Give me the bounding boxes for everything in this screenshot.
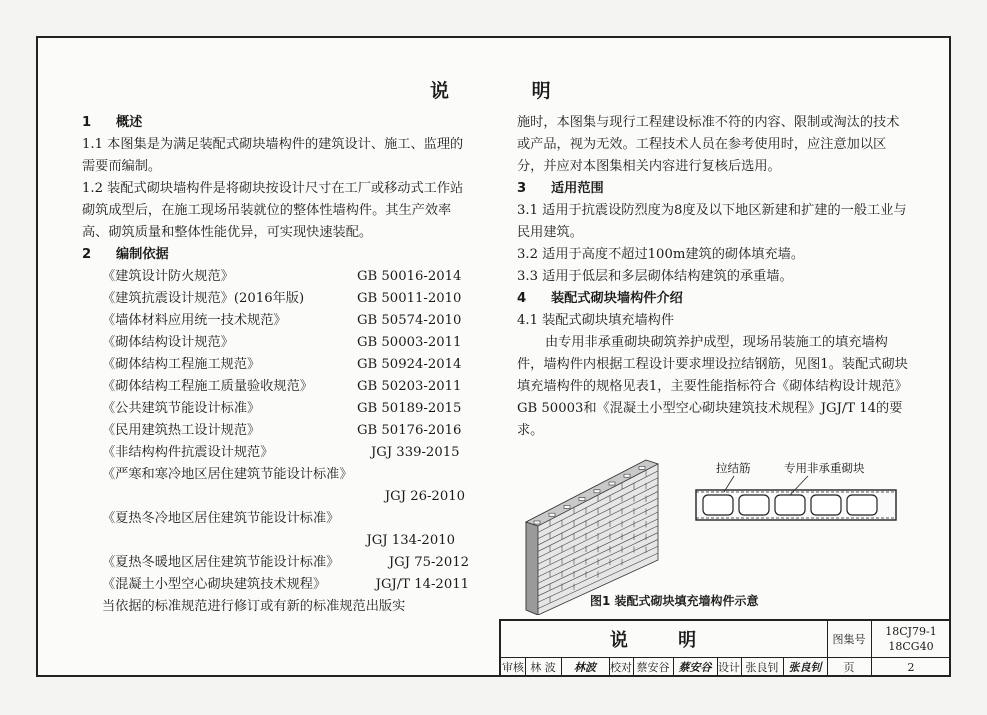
- section-heading-3: 3 适用范围: [517, 181, 604, 196]
- reviewer-name: 林 波: [530, 661, 556, 674]
- reference-item: 《非结构构件抗震设计规范》 JGJ 339-2015: [102, 445, 460, 460]
- reference-item: 《砌体结构工程施工质量验收规范》 GB 50203-2011: [102, 379, 462, 394]
- designer-name: 张良钊: [745, 661, 779, 674]
- reference-item: 《墙体材料应用统一技术规范》 GB 50574-2010: [102, 313, 462, 328]
- checker-signature: 蔡安谷: [678, 661, 712, 674]
- paragraph-4-1-body: 由专用非承重砌块砌筑养护成型，现场吊装施工的填充墙构件，墙构件内根据工程设计要求埋设拉结钢筋，见图1。装配式砌块填充墙构件的规格见表1，主要性能指标符合《砌体结构设计规范》GB 50003和《混凝土小型空心砌块建筑技术规程》JGJ/T 14的要求。: [517, 335, 908, 438]
- title-block: [499, 619, 951, 677]
- reference-item: 《建筑抗震设计规范》(2016年版) GB 50011-2010: [102, 291, 462, 306]
- reference-item-code: JGJ 26-2010: [384, 489, 465, 504]
- reference-item: 《建筑设计防火规范》 GB 50016-2014: [102, 269, 462, 284]
- paragraph-4-1: 4.1 装配式砌块填充墙构件: [517, 313, 675, 328]
- paragraph-continued: 施时，本图集与现行工程建设标准不符的内容、限制或淘汰的技术或产品，视为无效。工程技术人员在参考使用时，应注意加以区分，并应对本图集相关内容进行复核后选用。: [517, 115, 900, 174]
- page-number: 2: [907, 660, 915, 674]
- block-section-illustration: [696, 476, 896, 520]
- reviewer-signature: 林波: [574, 661, 596, 674]
- label-tie-bar: 拉结筋: [716, 461, 751, 475]
- checker-name: 蔡安谷: [636, 661, 670, 674]
- reference-item: 《夏热冬暖地区居住建筑节能设计标准》 JGJ 75-2012: [102, 555, 469, 570]
- reference-item: 《砌体结构设计规范》 GB 50003-2011: [102, 335, 462, 350]
- design-label: 设计: [718, 661, 740, 674]
- reference-item: 《民用建筑热工设计规范》 GB 50176-2016: [102, 423, 462, 438]
- right-column: [517, 112, 909, 442]
- left-column: [82, 112, 469, 618]
- wall-component-figure: [508, 440, 908, 615]
- reference-item-name: 《夏热冬冷地区居住建筑节能设计标准》: [102, 511, 340, 526]
- paragraph-1-1: 1.1 本图集是为满足装配式砌块墙构件的建筑设计、施工、监理的需要而编制。: [82, 137, 464, 174]
- atlas-number-label: 图集号: [832, 633, 866, 646]
- reference-item: 《公共建筑节能设计标准》 GB 50189-2015: [102, 401, 462, 416]
- paragraph-3-1: 3.1 适用于抗震设防烈度为8度及以下地区新建和扩建的一般工业与民用建筑。: [517, 203, 907, 240]
- review-label: 审核: [502, 661, 524, 674]
- paragraph-3-3: 3.3 适用于低层和多层砌体结构建筑的承重墙。: [517, 269, 793, 284]
- paragraph-tail: 当依据的标准规范进行修订或有新的标准规范出版实: [102, 599, 406, 614]
- designer-signature: 张良钊: [788, 661, 822, 674]
- label-block: 专用非承重砌块: [784, 461, 865, 475]
- reference-item: 《混凝土小型空心砌块建筑技术规程》 JGJ/T 14-2011: [102, 577, 469, 592]
- page-label: 页: [843, 661, 855, 674]
- atlas-number-1: 18CJ79-1: [885, 624, 937, 638]
- atlas-number-2: 18CG40: [888, 639, 934, 653]
- section-heading-4: 4 装配式砌块墙构件介绍: [517, 291, 683, 306]
- page-title: 说 明: [430, 80, 589, 102]
- reference-item-code: JGJ 134-2010: [366, 533, 455, 548]
- check-label: 校对: [610, 661, 632, 674]
- paragraph-3-2: 3.2 适用于高度不超过100m建筑的砌体填充墙。: [517, 247, 805, 262]
- section-heading-2: 2 编制依据: [82, 247, 169, 262]
- section-heading-1: 1 概述: [82, 115, 143, 130]
- paragraph-1-2: 1.2 装配式砌块墙构件是将砌块按设计尺寸在工厂或移动式工作站砌筑成型后，在施工现场吊装就位的整体性墙构件。其生产效率高、砌筑质量和整体性能优异，可实现快速装配。: [82, 181, 464, 240]
- reference-item: 《砌体结构工程施工规范》 GB 50924-2014: [102, 357, 462, 372]
- title-block-name: 说 明: [609, 630, 719, 651]
- figure-caption: 图1 装配式砌块填充墙构件示意: [590, 594, 759, 608]
- reference-item-name: 《严寒和寒冷地区居住建筑节能设计标准》: [102, 467, 353, 482]
